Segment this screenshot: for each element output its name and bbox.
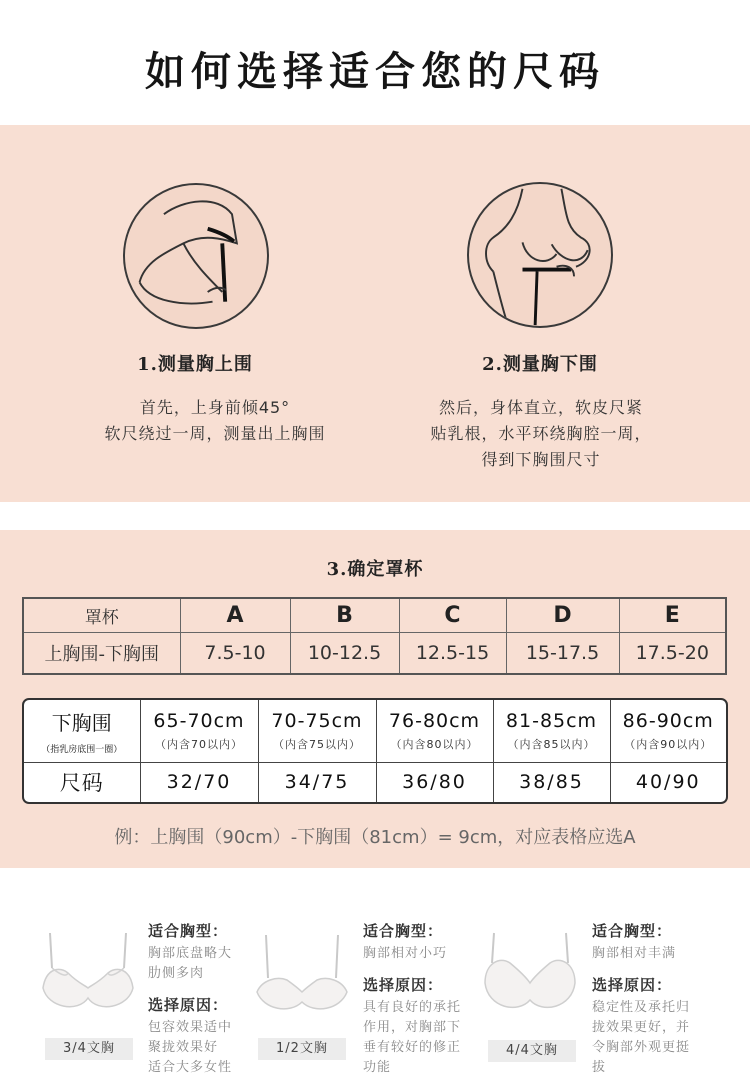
underbust-range-note: （内含90以内） bbox=[624, 737, 713, 751]
bra-half-cup-image bbox=[252, 930, 352, 1022]
underbust-cell bbox=[376, 700, 493, 762]
cup-row-label: 上胸围-下胸围 bbox=[23, 633, 180, 674]
bra-style-tag: 1/2文胸 bbox=[258, 1038, 346, 1060]
bra-style-info bbox=[148, 920, 258, 1078]
fit-title: 适合胸型： bbox=[592, 922, 673, 940]
step2-desc-line: 然后，身体直立，软皮尺紧 bbox=[438, 398, 643, 417]
step1-description bbox=[45, 395, 385, 447]
cup-section-title: 3.确定罩杯 bbox=[326, 559, 424, 580]
underbust-range-note: （内含85以内） bbox=[507, 737, 596, 751]
reason-line: 适合大多女性 bbox=[148, 1060, 233, 1075]
example-text: 例：上胸围（90cm）-下胸围（81cm）= 9cm，对应表格应选A bbox=[114, 827, 636, 848]
cup-range: 15-17.5 bbox=[506, 633, 619, 674]
reason-line: 拔 bbox=[592, 1060, 607, 1075]
fit-title: 适合胸型： bbox=[148, 922, 229, 940]
cup-range: 10-12.5 bbox=[290, 633, 399, 674]
cup-letter: C bbox=[399, 598, 506, 633]
bra-styles-section bbox=[0, 880, 750, 1090]
underbust-range: 65-70cm bbox=[153, 709, 245, 732]
underbust-label-cell bbox=[24, 700, 140, 762]
fit-line: 肋侧多肉 bbox=[148, 966, 205, 981]
size-value: 40/90 bbox=[610, 762, 726, 802]
fit-line: 胸部相对小巧 bbox=[363, 946, 448, 961]
reason-line: 具有良好的承托 bbox=[363, 1000, 462, 1015]
size-row bbox=[24, 762, 726, 802]
bra-style-info bbox=[363, 920, 483, 1078]
step2-description bbox=[371, 395, 711, 473]
bra-icon bbox=[38, 928, 138, 1020]
size-value: 38/85 bbox=[493, 762, 610, 802]
bra-style-tag: 3/4文胸 bbox=[45, 1038, 133, 1060]
underbust-range-note: （内含80以内） bbox=[390, 737, 479, 751]
step2-desc-line: 得到下胸围尺寸 bbox=[481, 450, 601, 469]
step1-title: 1.测量胸上围 bbox=[137, 354, 253, 375]
cup-letter: B bbox=[290, 598, 399, 633]
fit-title: 适合胸型： bbox=[363, 922, 444, 940]
underbust-range-note: （内含75以内） bbox=[273, 737, 361, 751]
cup-table-values-row bbox=[23, 633, 726, 674]
step2-desc-line: 贴乳根，水平环绕胸腔一周， bbox=[430, 424, 652, 443]
size-table bbox=[22, 698, 728, 804]
reason-line: 功能 bbox=[363, 1060, 392, 1075]
cup-header-label: 罩杯 bbox=[23, 598, 180, 633]
cup-range: 12.5-15 bbox=[399, 633, 506, 674]
cup-range: 17.5-20 bbox=[619, 633, 726, 674]
bra-icon bbox=[480, 928, 580, 1023]
size-value: 32/70 bbox=[140, 762, 258, 802]
underbust-label: 下胸围 bbox=[51, 710, 112, 735]
reason-line: 作用，对胸部下 bbox=[363, 1020, 462, 1035]
underbust-note: （指乳房底围一圈） bbox=[41, 744, 123, 755]
cup-letter: A bbox=[180, 598, 290, 633]
underbust-range: 86-90cm bbox=[622, 709, 714, 732]
reason-line: 聚拢效果好 bbox=[148, 1040, 219, 1055]
cup-letter: D bbox=[506, 598, 619, 633]
underbust-range: 81-85cm bbox=[505, 709, 598, 732]
underbust-row bbox=[24, 700, 726, 762]
reason-line: 包容效果适中 bbox=[148, 1020, 233, 1035]
step2-title: 2.测量胸下围 bbox=[482, 354, 598, 375]
measure-upper-bust-illustration bbox=[123, 183, 269, 329]
bra-style-info bbox=[592, 920, 712, 1078]
underbust-cell bbox=[140, 700, 258, 762]
page-title: 如何选择适合您的尺码 bbox=[145, 48, 605, 95]
reason-line: 令胸部外观更挺 bbox=[592, 1040, 691, 1055]
upper-bust-figure-icon bbox=[125, 185, 267, 327]
underbust-cell bbox=[610, 700, 726, 762]
bra-icon bbox=[252, 930, 352, 1022]
size-label-cell bbox=[24, 762, 140, 802]
cup-table-header-row bbox=[23, 598, 726, 633]
underbust-range-note: （内含70以内） bbox=[155, 737, 243, 751]
step1-desc-line: 首先，上身前倾45° bbox=[139, 398, 291, 417]
measure-under-bust-illustration bbox=[467, 182, 613, 328]
underbust-cell bbox=[493, 700, 610, 762]
size-value: 34/75 bbox=[258, 762, 376, 802]
fit-line: 胸部相对丰满 bbox=[592, 946, 677, 961]
underbust-cell bbox=[258, 700, 376, 762]
reason-title: 选择原因： bbox=[592, 976, 673, 994]
size-label: 尺码 bbox=[59, 771, 104, 796]
bra-style-tag: 4/4文胸 bbox=[488, 1040, 576, 1062]
underbust-range: 70-75cm bbox=[271, 709, 363, 732]
step1-desc-line: 软尺绕过一周，测量出上胸围 bbox=[104, 424, 326, 443]
reason-line: 垂有较好的修正 bbox=[363, 1040, 462, 1055]
reason-line: 稳定性及承托归 bbox=[592, 1000, 691, 1015]
bra-full-cup-image bbox=[480, 928, 580, 1023]
cup-letter: E bbox=[619, 598, 726, 633]
reason-title: 选择原因： bbox=[148, 996, 229, 1014]
size-value: 36/80 bbox=[376, 762, 493, 802]
fit-line: 胸部底盘略大 bbox=[148, 946, 233, 961]
reason-title: 选择原因： bbox=[363, 976, 444, 994]
cup-range: 7.5-10 bbox=[180, 633, 290, 674]
underbust-range: 76-80cm bbox=[388, 709, 481, 732]
cup-table bbox=[22, 597, 727, 675]
reason-line: 拢效果更好，并 bbox=[592, 1020, 691, 1035]
under-bust-figure-icon bbox=[469, 184, 611, 326]
bra-three-quarter-image bbox=[38, 928, 138, 1020]
